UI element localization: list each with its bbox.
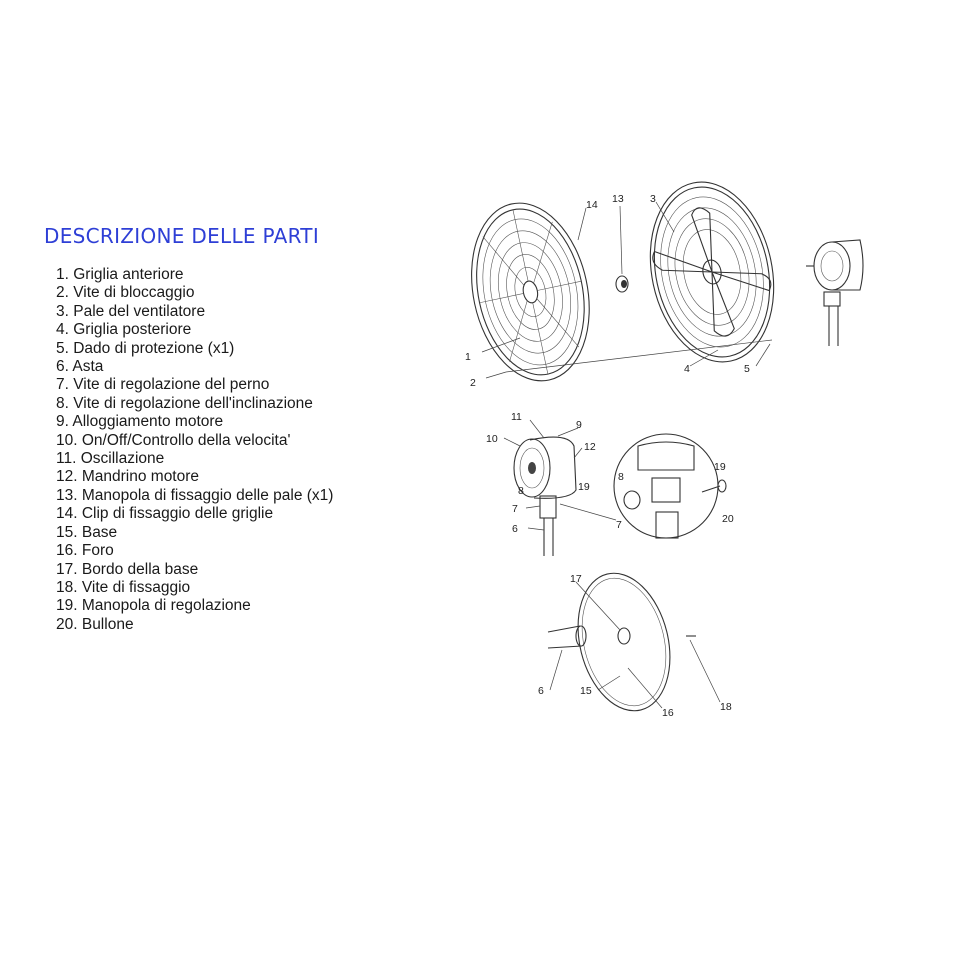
callout-14: 14 bbox=[586, 199, 598, 211]
list-item: 11. Oscillazione bbox=[56, 450, 165, 468]
list-item: 5. Dado di protezione (x1) bbox=[56, 339, 235, 357]
callout-8: 8 bbox=[618, 471, 624, 483]
callout-7: 7 bbox=[616, 519, 622, 531]
callout-13: 13 bbox=[612, 193, 624, 205]
list-item: 18. Vite di fissaggio bbox=[56, 578, 191, 596]
callout-20: 20 bbox=[722, 513, 734, 525]
list-item: 14. Clip di fissaggio delle griglie bbox=[56, 505, 274, 523]
list-item: 17. Bordo della base bbox=[56, 560, 199, 578]
callout-6: 6 bbox=[538, 685, 544, 697]
list-item: 2. Vite di bloccaggio bbox=[56, 284, 195, 302]
callout-9: 9 bbox=[576, 419, 582, 431]
callout-15: 15 bbox=[580, 685, 592, 697]
callout-3: 3 bbox=[650, 193, 656, 205]
callout-19: 19 bbox=[714, 461, 726, 473]
list-item: 15. Base bbox=[56, 523, 118, 541]
motor-side-view-drawing bbox=[806, 240, 863, 346]
callout-6: 6 bbox=[512, 523, 518, 535]
list-item: 19. Manopola di regolazione bbox=[56, 597, 251, 615]
list-item: 3. Pale del ventilatore bbox=[56, 302, 206, 320]
callout-10: 10 bbox=[486, 433, 498, 445]
page-title: DESCRIZIONE DELLE PARTI bbox=[44, 224, 320, 248]
list-item: 13. Manopola di fissaggio delle pale (x1) bbox=[56, 486, 334, 504]
callout-19: 19 bbox=[578, 481, 590, 493]
callout-17: 17 bbox=[570, 573, 582, 585]
list-item: 10. On/Off/Controllo della velocita' bbox=[56, 431, 291, 449]
list-item: 4. Griglia posteriore bbox=[56, 321, 192, 339]
rear-grille-drawing bbox=[634, 171, 789, 374]
callout-7: 7 bbox=[512, 503, 518, 515]
callout-16: 16 bbox=[662, 707, 674, 719]
list-item: 8. Vite di regolazione dell'inclinazione bbox=[56, 394, 313, 412]
detail-view-drawing bbox=[614, 434, 726, 538]
list-item: 16. Foro bbox=[56, 542, 114, 560]
callout-5: 5 bbox=[744, 363, 750, 375]
callout-11: 11 bbox=[511, 411, 522, 423]
callout-8: 8 bbox=[518, 485, 524, 497]
callout-4: 4 bbox=[684, 363, 690, 375]
callout-2: 2 bbox=[470, 377, 476, 389]
list-item: 7. Vite di regolazione del perno bbox=[56, 376, 270, 394]
list-item: 20. Bullone bbox=[56, 615, 134, 633]
list-item: 6. Asta bbox=[56, 358, 104, 376]
list-item: 9. Alloggiamento motore bbox=[56, 413, 224, 431]
callout-18: 18 bbox=[720, 701, 732, 713]
callout-1: 1 bbox=[465, 351, 471, 363]
list-item: 1. Griglia anteriore bbox=[56, 266, 184, 283]
base-drawing bbox=[548, 563, 696, 720]
list-item: 12. Mandrino motore bbox=[56, 468, 200, 486]
callout-12: 12 bbox=[584, 441, 596, 453]
blade-knob-drawing bbox=[616, 276, 628, 292]
